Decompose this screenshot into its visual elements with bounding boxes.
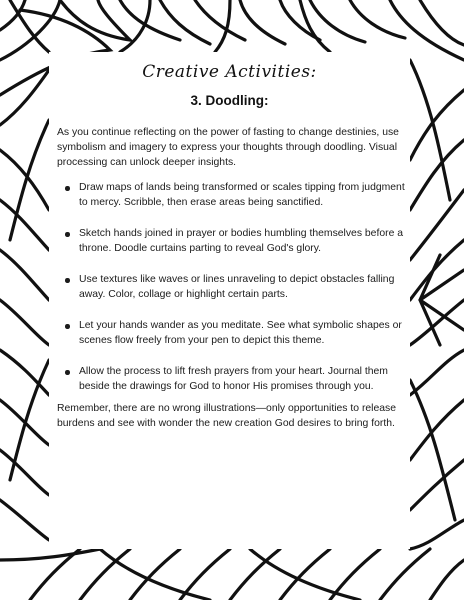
list-item <box>57 318 407 348</box>
list-item <box>57 272 407 302</box>
list-item-text: Let your hands wander as you meditate. See what symbolic shapes or scenes flow freely from your pen to depict this theme. <box>79 320 402 347</box>
intro-paragraph: As you continue reflecting on the power of fasting to change destinies, use symbolism and imagery to express your thoughts through doodling. Visual processing can unlock deeper insights. <box>57 127 399 169</box>
content-panel <box>49 52 410 549</box>
bullet-icon <box>65 232 70 237</box>
bullet-icon <box>65 324 70 329</box>
list-item-text: Allow the process to lift fresh prayers from your heart. Journal them beside the drawings for God to honor His promises through you. <box>79 366 388 393</box>
list-item-text: Use textures like waves or lines unraveling to depict obstacles falling away. Color, collage or highlight certain parts. <box>79 274 395 301</box>
list-item <box>57 180 407 210</box>
closing-paragraph: Remember, there are no wrong illustrations—only opportunities to release burdens and see with wonder the new creation God desires to bring forth. <box>57 403 397 430</box>
page-heading: Creative Activities: <box>142 62 317 82</box>
bullet-icon <box>65 370 70 375</box>
list-item <box>57 226 407 256</box>
list-item <box>57 364 407 394</box>
list-item-text: Draw maps of lands being transformed or scales tipping from judgment to mercy. Scribble, then erase areas being sanctified. <box>79 182 405 209</box>
bullet-icon <box>65 186 70 191</box>
list-item-text: Sketch hands joined in prayer or bodies humbling themselves before a throne. Doodle curtains parting to reveal God's glory. <box>79 228 404 255</box>
section-title: 3. Doodling: <box>190 93 269 108</box>
activity-list <box>57 180 407 410</box>
bullet-icon <box>65 278 70 283</box>
